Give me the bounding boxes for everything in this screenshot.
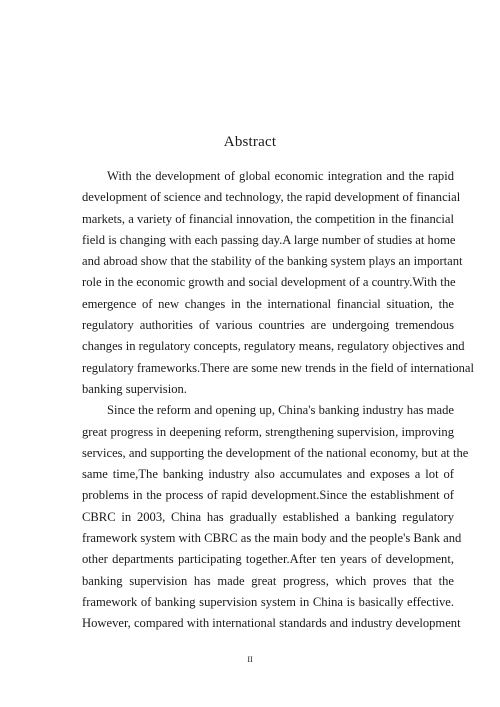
text-line: regulatory authorities of various countries are undergoing tremendous [82,318,454,333]
abstract-title: Abstract [223,134,277,150]
text-line: services, and supporting the development of the national economy, but at the [82,445,469,460]
text-line: However, compared with international standards and industry development [82,616,461,631]
abstract-body [82,166,475,635]
text-line: development of science and technology, the rapid development of financial [82,190,461,205]
text-line: markets, a variety of financial innovation, the competition in the financial [82,211,454,226]
text-line: role in the economic growth and social development of a country.With the [82,275,456,290]
text-line: CBRC in 2003, China has gradually established a banking regulatory [82,509,454,524]
text-line: field is changing with each passing day.A large number of studies at home [82,232,456,247]
text-line: Since the reform and opening up, China's banking industry has made [107,403,454,418]
text-line: emergence of new changes in the international financial situation, the [82,296,454,311]
text-line: problems in the process of rapid development.Since the establishment of [82,488,454,503]
text-line: regulatory frameworks.There are some new trends in the field of international [82,360,475,375]
text-line: great progress in deepening reform, strengthening supervision, improving [82,424,454,439]
text-line: framework of banking supervision system in China is basically effective. [82,594,454,609]
text-line: banking supervision has made great progress, which proves that the [82,573,454,588]
text-line: same time,The banking industry also accumulates and exposes a lot of [82,467,454,482]
paragraph-2 [82,400,469,634]
text-line: changes in regulatory concepts, regulatory means, regulatory objectives and [82,339,465,354]
text-line: and abroad show that the stability of the banking system plays an important [82,254,463,269]
paragraph-1 [82,166,475,400]
text-line: other departments participating together.After ten years of development, [82,552,454,567]
text-line: framework system with CBRC as the main body and the people's Bank and [82,531,462,546]
text-line: With the development of global economic integration and the rapid [107,169,454,183]
page-number: II [247,655,253,664]
text-line: banking supervision. [82,381,187,396]
